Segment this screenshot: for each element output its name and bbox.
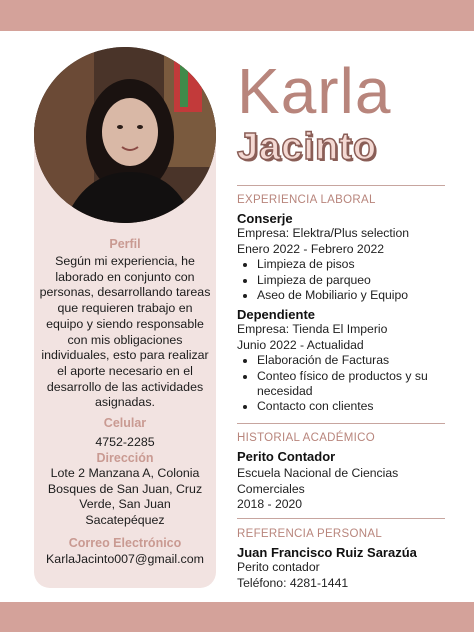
education-years: 2018 - 2020: [237, 497, 303, 512]
reference-name: Juan Francisco Ruiz Sarazúa: [237, 545, 417, 560]
experience-heading: EXPERIENCIA LABORAL: [237, 194, 376, 206]
job-period: Junio 2022 - Actualidad: [237, 337, 364, 352]
profile-heading: Perfil: [109, 237, 141, 251]
reference-block: [237, 545, 452, 591]
job-1: [237, 211, 452, 303]
last-name: Jacinto: [237, 126, 378, 168]
degree: Perito Contador: [237, 449, 336, 464]
job-2: [237, 307, 452, 415]
duty-item: • Aseo de Mobiliario y Equipo: [257, 288, 452, 303]
reference-heading: REFERENCIA PERSONAL: [237, 528, 383, 540]
bottom-band: [0, 602, 474, 632]
education-block: [237, 449, 452, 513]
school: Escuela Nacional de Ciencias Comerciales: [237, 466, 399, 496]
first-name: Karla: [237, 55, 392, 127]
duty-item: • Limpieza de pisos: [257, 257, 452, 272]
job-duties: [237, 353, 452, 415]
duty-item: • Conteo físico de productos y su necesidad: [257, 369, 452, 400]
phone-value: 4752-2285: [95, 435, 155, 449]
education-heading: HISTORIAL ACADÉMICO: [237, 432, 375, 444]
job-duties: [237, 257, 452, 303]
job-period: Enero 2022 - Febrero 2022: [237, 241, 385, 256]
duty-item: • Elaboración de Facturas: [257, 353, 452, 368]
divider: [237, 185, 445, 186]
reference-phone: Teléfono: 4281-1441: [237, 575, 349, 590]
profile-photo: [34, 47, 216, 223]
address-heading: Dirección: [96, 451, 154, 465]
duty-item: • Limpieza de parqueo: [257, 273, 452, 288]
email-value: KarlaJacinto007@gmail.com: [46, 552, 204, 566]
phone-heading: Celular: [103, 416, 147, 430]
divider: [237, 423, 445, 424]
email-heading: Correo Electrónico: [68, 536, 182, 550]
divider: [237, 518, 445, 519]
job-title: Dependiente: [237, 307, 316, 322]
top-band: [0, 0, 474, 31]
reference-role: Perito contador: [237, 560, 320, 575]
address-value: Lote 2 Manzana A, Colonia Bosques de San Juan, Cruz Verde, San Juan Sacatepéquez: [47, 466, 203, 528]
duty-item: • Contacto con clientes: [257, 399, 452, 414]
job-title: Conserje: [237, 211, 293, 226]
job-company: Empresa: Elektra/Plus selection: [237, 226, 410, 241]
profile-text: Según mi experiencia, he laborado en conjunto con personas, desarrollando tareas que requieren trabajo en equipo y siendo responsable con mis obligaciones individuales, esto para realizar el aporte necesario en el desarrollo de las actividades asignadas.: [39, 254, 211, 410]
job-company: Empresa: Tienda El Imperio: [237, 322, 388, 337]
